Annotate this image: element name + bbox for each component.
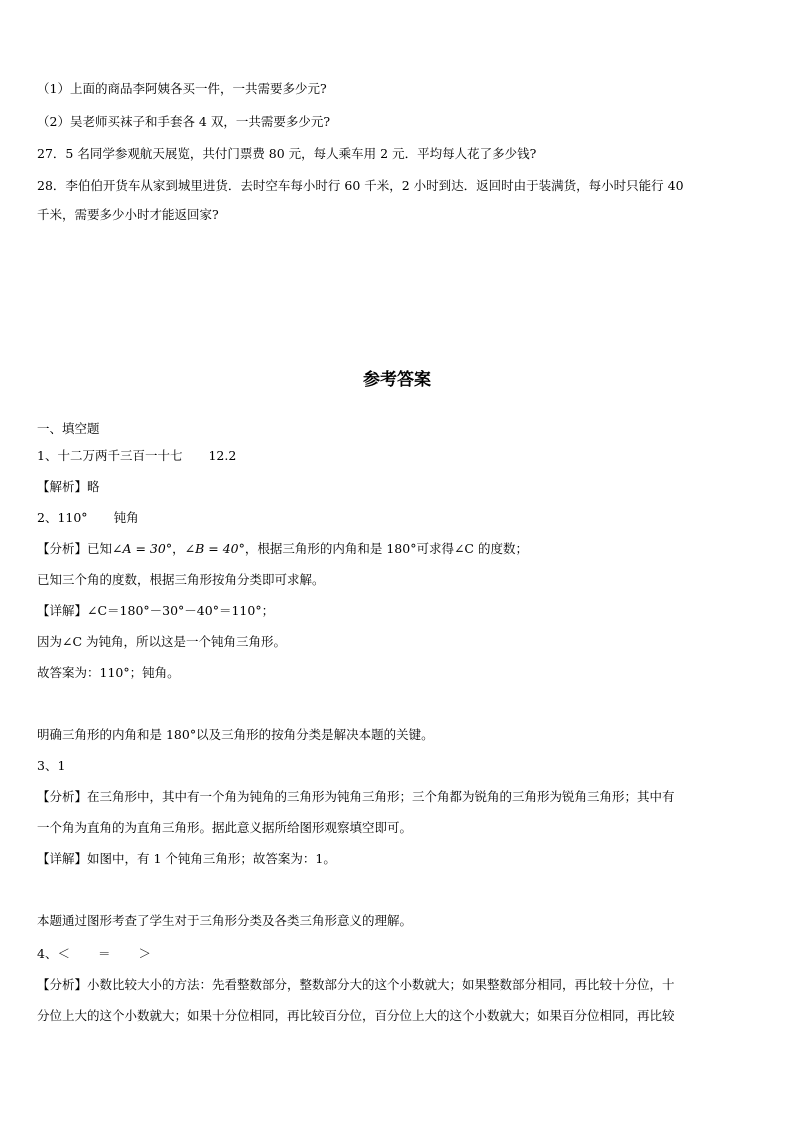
fenxi-prefix: 【分析】已知 <box>37 541 113 556</box>
answer-1-label: 1、十二万两千三百一十七 <box>37 448 183 463</box>
answer-3-fenxi-line-1: 【分析】在三角形中，其中有一个角为钝角的三角形为钝角三角形；三个角都为锐角的三角形为锐角三角形；其中有 <box>37 789 675 804</box>
answers-title: 参考答案 <box>363 370 431 390</box>
answer-3-xiangjie: 【详解】如图中，有 1 个钝角三角形；故答案为：1。 <box>37 851 336 866</box>
question-26-part-2: （2）吴老师买袜子和手套各 4 双，一共需要多少元? <box>37 114 331 129</box>
answer-3-summary: 本题通过图形考查了学生对于三角形分类及各类三角形意义的理解。 <box>37 913 413 928</box>
section-heading-fill-blank: 一、填空题 <box>37 421 100 436</box>
question-28-line-2: 千米，需要多少小时才能返回家? <box>37 207 219 222</box>
answer-4-value-1: ＜ <box>57 946 70 961</box>
answer-2-reason: 因为∠C 为钝角，所以这是一个钝角三角形。 <box>37 634 287 649</box>
answer-4-label: 4、 <box>37 946 58 961</box>
answer-4-value-2: ＝ <box>97 946 111 961</box>
answer-3: 3、1 <box>37 758 66 773</box>
answer-4-fenxi-line-2: 分位上大的这个小数就大；如果十分位相同，再比较百分位，百分位上大的这个小数就大；如果百分位相同，再比较 <box>37 1008 675 1023</box>
answer-2-xiangjie: 【详解】∠C＝180°－30°－40°＝110°； <box>37 603 275 618</box>
answer-2-label: 2、110° <box>37 510 88 525</box>
answer-2-fenxi-line-2: 已知三个角的度数，根据三角形按角分类即可求解。 <box>37 572 325 587</box>
question-26-part-1: （1）上面的商品李阿姨各买一件，一共需要多少元? <box>37 81 327 96</box>
question-28-line-1: 28．李伯伯开货车从家到城里进货．去时空车每小时行 60 千米，2 小时到达．返回时由于装满货，每小时只能行 40 <box>37 178 684 193</box>
fenxi-separator: ， <box>172 541 185 556</box>
answer-2-value: 钝角 <box>113 510 139 525</box>
answer-2-conclusion: 故答案为：110°；钝角。 <box>37 665 180 680</box>
answer-4-fenxi-line-1: 【分析】小数比较大小的方法：先看整数部分，整数部分大的这个小数就大；如果整数部分相同，再比较十分位，十 <box>37 977 675 992</box>
fenxi-rest: ，根据三角形的内角和是 180°可求得∠C 的度数； <box>244 541 528 556</box>
angle-b-formula: ∠B = 40° <box>184 541 245 556</box>
answer-2-summary: 明确三角形的内角和是 180°以及三角形的按角分类是解决本题的关键。 <box>37 727 434 742</box>
answer-1 <box>37 447 762 465</box>
answer-1-jiexi: 【解析】略 <box>37 479 100 494</box>
angle-a-formula: ∠A = 30° <box>112 541 173 556</box>
answer-1-value: 12.2 <box>208 448 237 463</box>
answer-2 <box>37 509 762 527</box>
question-27: 27．5 名同学参观航天展览，共付门票费 80 元，每人乘车用 2 元．平均每人花了多少钱? <box>37 146 537 161</box>
answer-2-fenxi-line-1 <box>37 540 762 558</box>
answer-4 <box>37 945 762 963</box>
answer-4-value-3: ＞ <box>138 946 151 961</box>
answer-3-fenxi-line-2: 一个角为直角的为直角三角形。据此意义据所给图形观察填空即可。 <box>37 820 413 835</box>
